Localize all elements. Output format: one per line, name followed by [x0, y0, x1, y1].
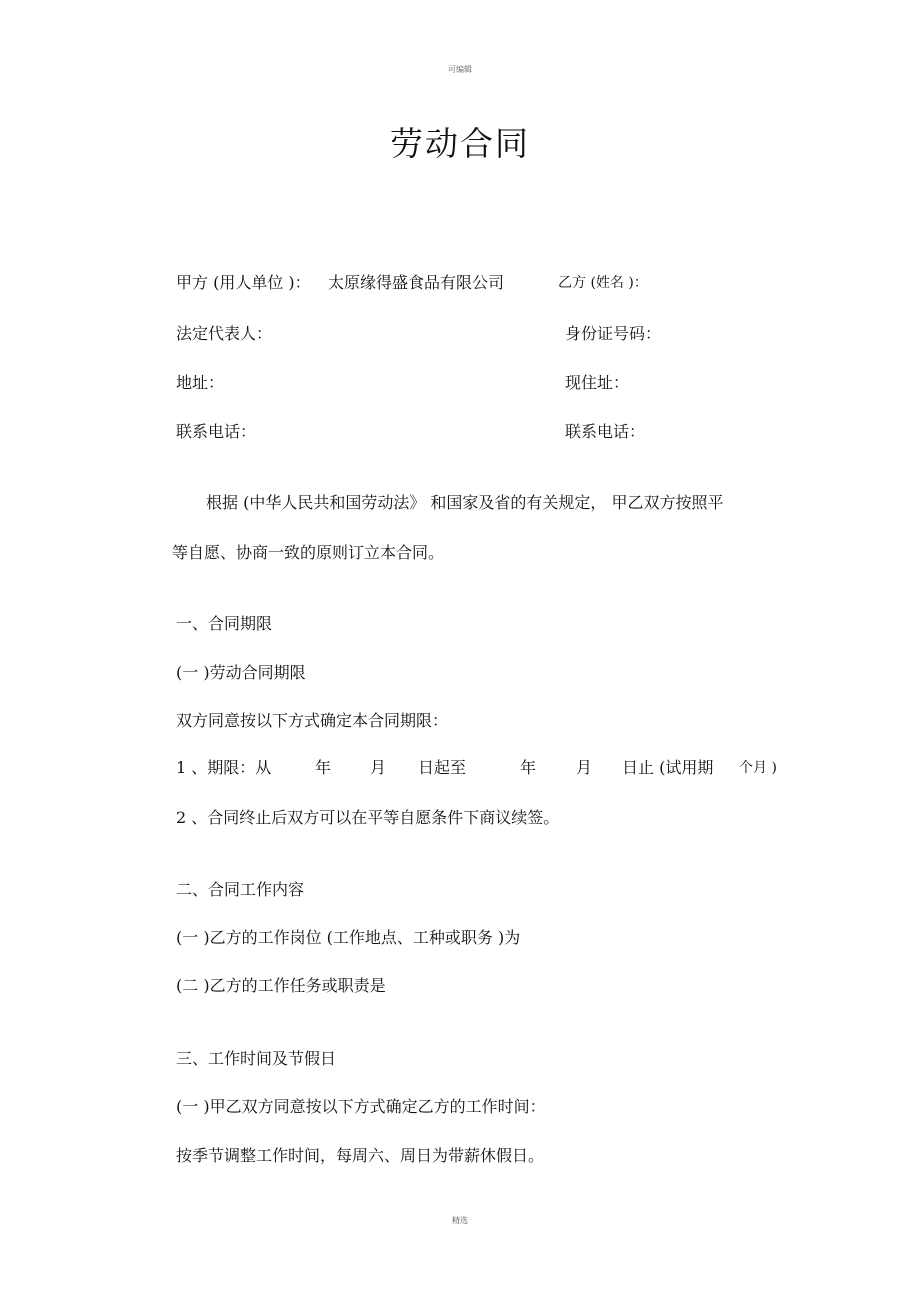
term-day-start: 日起至 [418, 758, 467, 777]
section-1-sub-1: (一 )劳动合同期限 [176, 663, 306, 682]
page-title: 劳动合同 [390, 124, 530, 163]
section-2-item-2: (二 )乙方的工作任务或职责是 [176, 976, 386, 995]
term-prefix: 1 、期限：从 [176, 758, 272, 777]
footer-mark: 精选 [452, 1216, 468, 1225]
renewal-clause: 2 、合同终止后双方可以在平等自愿条件下商议续签。 [176, 808, 560, 827]
address-label: 地址： [176, 373, 225, 392]
current-address-label: 现住址： [565, 373, 630, 392]
term-month-2: 月 [576, 758, 593, 777]
term-probation-unit: 个月 ) [739, 760, 777, 776]
term-year-1: 年 [315, 758, 332, 777]
section-2-heading: 二、合同工作内容 [176, 880, 305, 899]
section-1-heading: 一、合同期限 [176, 614, 273, 633]
party-a-name: 太原缘得盛食品有限公司 [328, 273, 505, 292]
header-mark: 可编辑 [448, 65, 472, 74]
party-a-label: 甲方 (用人单位 )： [176, 273, 311, 292]
phone-a-label: 联系电话： [176, 422, 257, 441]
section-3-heading: 三、工作时间及节假日 [176, 1049, 337, 1068]
section-3-item-1: (一 )甲乙双方同意按以下方式确定乙方的工作时间： [176, 1097, 546, 1116]
preamble-line-1: 根据 (中华人民共和国劳动法》 和国家及省的有关规定， 甲乙双方按照平 [206, 493, 724, 512]
phone-b-label: 联系电话： [565, 422, 646, 441]
preamble-line-2: 等自愿、协商一致的原则订立本合同。 [172, 543, 445, 562]
term-year-2: 年 [520, 758, 537, 777]
party-b-label: 乙方 (姓名 )： [558, 275, 648, 291]
id-number-label: 身份证号码： [565, 324, 662, 343]
section-1-intro: 双方同意按以下方式确定本合同期限： [176, 711, 449, 730]
term-day-end: 日止 (试用期 [622, 758, 714, 777]
legal-rep-label: 法定代表人： [176, 324, 273, 343]
section-3-detail: 按季节调整工作时间，每周六、周日为带薪休假日。 [176, 1146, 545, 1165]
section-2-item-1: (一 )乙方的工作岗位 (工作地点、工种或职务 )为 [176, 928, 521, 947]
term-month-1: 月 [370, 758, 387, 777]
